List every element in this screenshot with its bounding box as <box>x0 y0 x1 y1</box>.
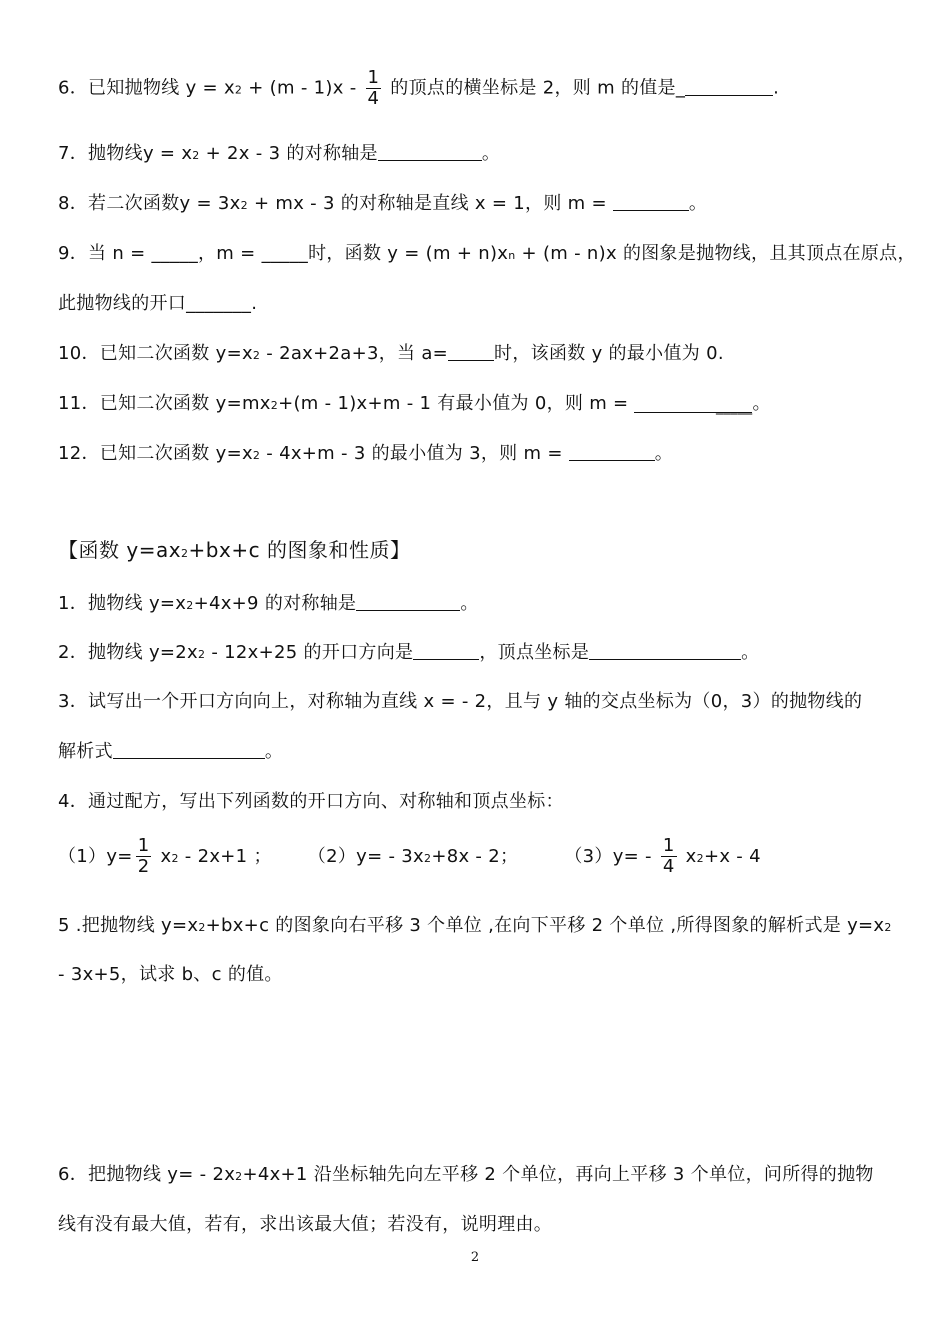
answer-blank[interactable] <box>113 740 265 759</box>
question-9: 9．当 n = _____，m = _____时，函数 y = (m + n)xn + (m - n)x 的图象是抛物线，且其顶点在原点， <box>58 243 916 264</box>
problem-2: 2．抛物线 y=2x2 - 12x+25 的开口方向是 ，顶点坐标是 。 <box>58 642 760 663</box>
problem-6-continued: 线有没有最大值，若有，求出该最大值；若没有，说明理由。 <box>58 1214 553 1235</box>
question-8: 8．若二次函数y = 3x2 + mx - 3 的对称轴是直线 x = 1，则 m = 。 <box>58 193 708 214</box>
answer-blank[interactable] <box>569 442 655 461</box>
answer-blank[interactable]: _____ <box>634 394 752 413</box>
answer-blank[interactable] <box>448 342 494 361</box>
fraction: $\frac{1}{4}$ <box>367 67 380 109</box>
problem-3-continued: 解析式 。 <box>58 741 284 762</box>
answer-blank[interactable] <box>413 641 479 660</box>
problem-4-subparts <box>58 836 761 877</box>
problem-3: 3．试写出一个开口方向向上，对称轴为直线 x = - 2，且与 y 轴的交点坐标为（0，3）的抛物线的 <box>58 691 863 712</box>
question-7: 7．抛物线y = x2 + 2x - 3 的对称轴是 。 <box>58 143 501 164</box>
answer-blank[interactable] <box>378 142 482 161</box>
fraction: $\frac{1}{4}$ <box>662 835 675 877</box>
question-6: 6．已知抛物线 y = x2 + (m - 1)x - $\frac{1}{4}$ 的顶点的横坐标是 2，则 m 的值是_ . <box>58 67 780 109</box>
problem-4: 4．通过配方，写出下列函数的开口方向、对称轴和顶点坐标： <box>58 791 564 812</box>
question-10: 10．已知二次函数 y=x2 - 2ax+2a+3，当 a= 时，该函数 y 的最小值为 0. <box>58 343 724 364</box>
subpart-1: （1）y= $\frac{1}{2}$ x2 - 2x+1 ； <box>58 835 272 877</box>
answer-blank[interactable] <box>589 641 741 660</box>
answer-blank[interactable] <box>356 592 460 611</box>
page-number: 2 <box>470 1250 480 1265</box>
fraction: $\frac{1}{2}$ <box>137 835 150 877</box>
subpart-3: （3）y= - $\frac{1}{4}$ x2+x - 4 <box>564 835 761 877</box>
section-heading: 【函数 y=ax2+bx+c 的图象和性质】 <box>58 538 411 562</box>
question-12: 12．已知二次函数 y=x2 - 4x+m - 3 的最小值为 3，则 m = 。 <box>58 443 674 464</box>
problem-5-continued: - 3x+5，试求 b、c 的值。 <box>58 964 283 985</box>
problem-5: 5 .把抛物线 y=x2+bx+c 的图象向右平移 3 个单位 ,在向下平移 2 个单位 ,所得图象的解析式是 y=x2 <box>58 915 892 936</box>
problem-1: 1．抛物线 y=x2+4x+9 的对称轴是 。 <box>58 593 479 614</box>
question-9-continued: 此抛物线的开口_______. <box>58 293 258 314</box>
answer-blank[interactable] <box>685 77 773 96</box>
answer-blank[interactable] <box>613 192 689 211</box>
subpart-2: （2）y= - 3x2+8x - 2； <box>307 845 519 867</box>
problem-6: 6．把抛物线 y= - 2x2+4x+1 沿坐标轴先向左平移 2 个单位，再向上平移 3 个单位，问所得的抛物 <box>58 1164 874 1185</box>
question-11: 11．已知二次函数 y=mx2+(m - 1)x+m - 1 有最小值为 0，则 m = _____。 <box>58 393 771 415</box>
